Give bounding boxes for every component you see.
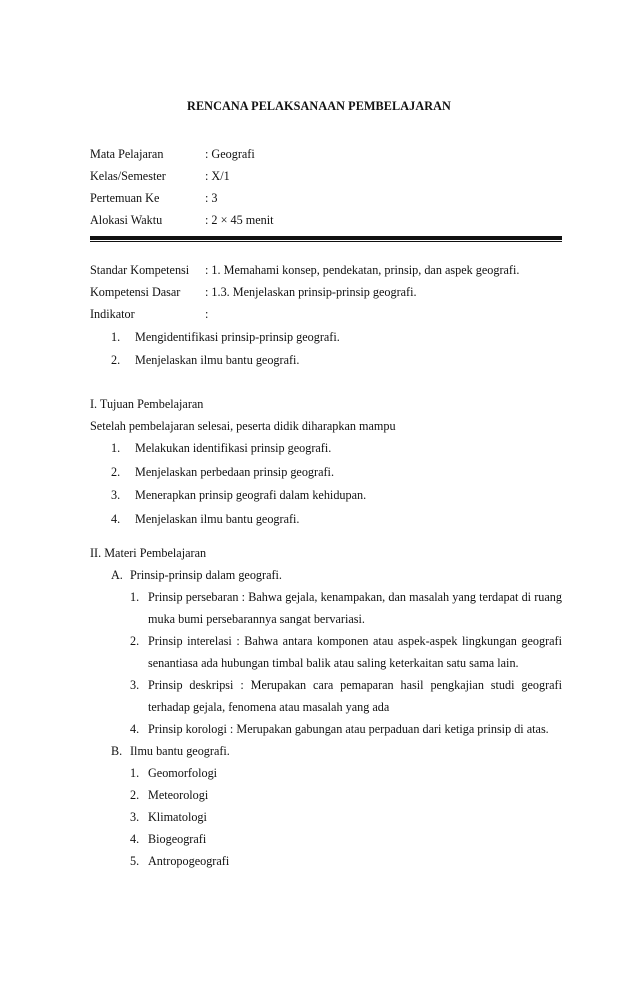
objective-list	[111, 437, 570, 531]
competence-label: Indikator	[90, 307, 135, 321]
list-number: 1.	[111, 441, 121, 455]
list-text: Geomorfologi	[148, 766, 218, 780]
meta-label: Alokasi Waktu	[90, 213, 163, 227]
divider-thin	[90, 241, 562, 242]
list-item	[111, 461, 570, 485]
competence-row-standard	[90, 259, 570, 281]
meta-label: Mata Pelajaran	[90, 147, 164, 161]
meta-label: Pertemuan Ke	[90, 191, 160, 205]
competence-label: Standar Kompetensi	[90, 263, 190, 277]
meta-value: : 3	[205, 191, 218, 205]
list-number: 1.	[130, 766, 140, 780]
principle-item	[130, 674, 562, 718]
list-number: 3.	[130, 678, 140, 692]
section-learning-objectives	[90, 393, 570, 531]
list-text: Mengidentifikasi prinsip-prinsip geografi.	[135, 330, 340, 344]
list-item	[111, 349, 570, 372]
subsection-title: Prinsip-prinsip dalam geografi.	[130, 568, 282, 582]
list-number: 1.	[111, 330, 121, 344]
subsection-principles	[111, 564, 562, 586]
list-item	[111, 508, 570, 532]
competence-row-indicator	[90, 303, 570, 325]
science-item	[130, 784, 562, 806]
list-text: Prinsip deskripsi : Merupakan cara pemaparan hasil pengkajian studi geografi terhadap gejala, fenomena atau masalah yang ada	[148, 678, 562, 714]
list-number: 3.	[111, 488, 121, 502]
meta-label: Kelas/Semester	[90, 169, 166, 183]
indicator-list	[111, 326, 570, 371]
document-title: RENCANA PELAKSANAAN PEMBELAJARAN	[187, 99, 451, 113]
subsection-auxiliary-sciences	[111, 740, 562, 762]
list-number: 4.	[130, 722, 140, 736]
section-learning-materials	[90, 542, 562, 872]
principle-item	[130, 586, 562, 630]
list-text: Prinsip interelasi : Bahwa antara komponen atau aspek-aspek lingkungan geografi senantiasa ada hubungan timbal balik atau saling keterkaitan satu sama lain.	[148, 634, 562, 670]
list-number: 5.	[130, 854, 140, 868]
divider-thick	[90, 236, 562, 240]
list-text: Menjelaskan ilmu bantu geografi.	[135, 352, 300, 367]
list-text: Prinsip persebaran : Bahwa gejala, kenampakan, dan masalah yang terdapat di ruang muka bumi persebarannya sangat bervariasi.	[148, 590, 562, 626]
meta-value: : X/1	[205, 169, 230, 183]
list-text: Biogeografi	[148, 832, 207, 846]
list-text: Melakukan identifikasi prinsip geografi.	[135, 441, 332, 455]
list-item	[111, 437, 570, 461]
list-item	[111, 326, 570, 349]
section-intro: Setelah pembelajaran selesai, peserta didik diharapkan mampu	[90, 419, 396, 433]
list-text: Menerapkan prinsip geografi dalam kehidupan.	[135, 488, 367, 502]
list-number: 4.	[111, 511, 121, 526]
list-item	[111, 484, 570, 508]
competence-block	[90, 259, 570, 371]
section-heading: II. Materi Pembelajaran	[90, 546, 207, 560]
science-item	[130, 828, 562, 850]
list-text: Prinsip korologi : Merupakan gabungan atau perpaduan dari ketiga prinsip di atas.	[148, 722, 549, 736]
competence-label: Kompetensi Dasar	[90, 285, 181, 299]
principle-item	[130, 718, 562, 740]
list-text: Klimatologi	[148, 810, 207, 824]
science-item	[130, 806, 562, 828]
meta-row-subject	[90, 143, 570, 165]
subsection-letter: B.	[111, 744, 123, 758]
list-text: Menjelaskan ilmu bantu geografi.	[135, 511, 300, 526]
section-heading: I. Tujuan Pembelajaran	[90, 397, 204, 411]
science-item	[130, 850, 562, 872]
subsection-title: Ilmu bantu geografi.	[130, 744, 230, 758]
meta-value: : 2 × 45 menit	[205, 213, 274, 227]
meta-row-meeting	[90, 187, 570, 209]
principle-item	[130, 630, 562, 674]
subsection-letter: A.	[111, 568, 123, 582]
list-text: Meteorologi	[148, 788, 209, 802]
subject-info	[90, 143, 570, 231]
list-number: 2.	[111, 464, 121, 479]
competence-value: :	[205, 307, 209, 321]
competence-row-basic	[90, 281, 570, 303]
science-item	[130, 762, 562, 784]
list-number: 4.	[130, 832, 140, 846]
competence-value: : 1.3. Menjelaskan prinsip-prinsip geografi.	[205, 285, 417, 299]
list-number: 2.	[130, 788, 140, 802]
list-text: Antropogeografi	[148, 854, 230, 868]
meta-row-class	[90, 165, 570, 187]
list-text: Menjelaskan perbedaan prinsip geografi.	[135, 464, 334, 479]
list-number: 2.	[130, 634, 140, 648]
meta-value: : Geografi	[205, 147, 255, 161]
list-number: 3.	[130, 810, 140, 824]
list-number: 1.	[130, 590, 140, 604]
competence-value: : 1. Memahami konsep, pendekatan, prinsip, dan aspek geografi.	[205, 263, 520, 277]
list-number: 2.	[111, 352, 121, 367]
meta-row-time	[90, 209, 570, 231]
